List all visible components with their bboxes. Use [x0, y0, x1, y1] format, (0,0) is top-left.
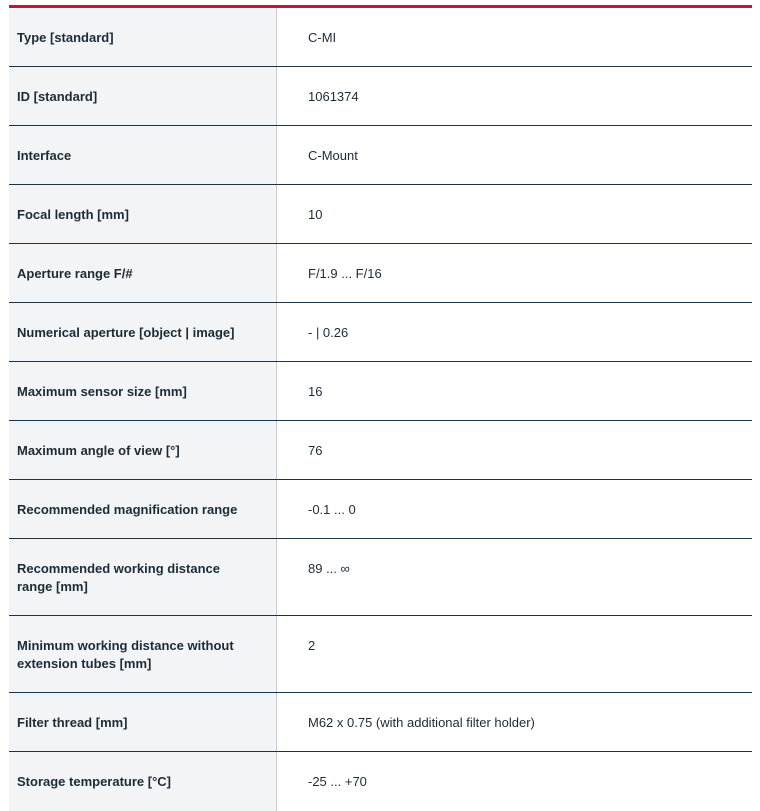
- table-row: [9, 539, 752, 616]
- spec-label: Interface: [9, 126, 277, 184]
- table-row: [9, 67, 752, 126]
- spec-label: Recommended magnification range: [9, 480, 277, 538]
- spec-label: Numerical aperture [object | image]: [9, 303, 277, 361]
- spec-label: Type [standard]: [9, 8, 277, 66]
- spec-value: -0.1 ... 0: [277, 480, 752, 538]
- spec-value: C-MI: [277, 8, 752, 66]
- table-row: [9, 126, 752, 185]
- table-row: [9, 185, 752, 244]
- table-row: [9, 303, 752, 362]
- spec-value: 2: [277, 616, 752, 692]
- spec-value: M62 x 0.75 (with additional filter holder): [277, 693, 752, 751]
- spec-label: Storage temperature [°C]: [9, 752, 277, 811]
- table-row: [9, 752, 752, 811]
- spec-value: F/1.9 ... F/16: [277, 244, 752, 302]
- spec-label: Filter thread [mm]: [9, 693, 277, 751]
- spec-label: Maximum angle of view [°]: [9, 421, 277, 479]
- specification-table: [9, 5, 752, 811]
- spec-label: Focal length [mm]: [9, 185, 277, 243]
- table-row: [9, 421, 752, 480]
- table-row: [9, 244, 752, 303]
- spec-label: Maximum sensor size [mm]: [9, 362, 277, 420]
- spec-value: - | 0.26: [277, 303, 752, 361]
- spec-value: 1061374: [277, 67, 752, 125]
- spec-value: -25 ... +70: [277, 752, 752, 811]
- table-row: [9, 8, 752, 67]
- spec-label: Aperture range F/#: [9, 244, 277, 302]
- table-row: [9, 480, 752, 539]
- spec-value: 10: [277, 185, 752, 243]
- table-row: [9, 693, 752, 752]
- spec-value: 16: [277, 362, 752, 420]
- spec-value: C-Mount: [277, 126, 752, 184]
- spec-label: ID [standard]: [9, 67, 277, 125]
- spec-value: 76: [277, 421, 752, 479]
- table-row: [9, 616, 752, 693]
- spec-label: Minimum working distance without extension tubes [mm]: [9, 616, 277, 692]
- spec-label: Recommended working distance range [mm]: [9, 539, 277, 615]
- table-row: [9, 362, 752, 421]
- spec-value: 89 ... ∞: [277, 539, 752, 615]
